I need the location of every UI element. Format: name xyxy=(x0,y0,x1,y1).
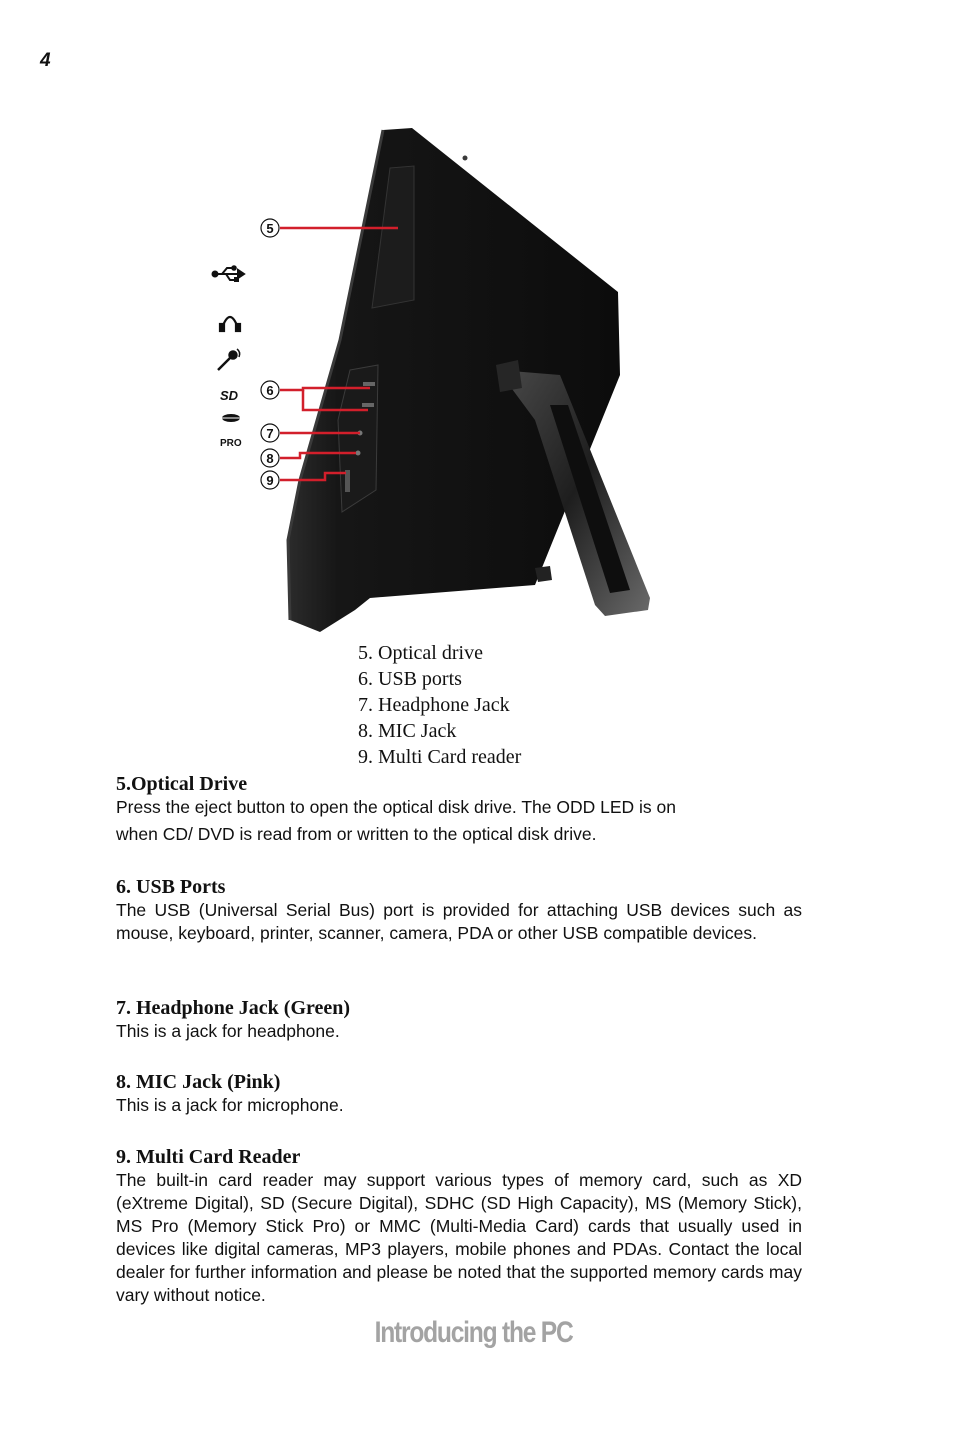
usb-port-shape xyxy=(363,382,375,386)
section-mic-jack xyxy=(116,1070,802,1117)
section-line: when CD/ DVD is read from or written to the optical disk drive. xyxy=(116,824,597,844)
callout-6 xyxy=(261,381,279,399)
svg-text:5: 5 xyxy=(266,221,274,236)
section-heading: 8. MIC Jack (Pink) xyxy=(116,1071,281,1093)
pc-side-view-figure xyxy=(200,120,670,640)
headphone-icon xyxy=(220,317,240,331)
section-body: The USB (Universal Serial Bus) port is provided for attaching USB devices such as mouse, keyboard, printer, scanner, camera, PDA or other USB compatible devices. xyxy=(116,900,802,943)
stand-hinge xyxy=(496,360,522,392)
section-heading: 6. USB Ports xyxy=(116,876,226,898)
svg-text:SD: SD xyxy=(220,388,239,403)
svg-text:9: 9 xyxy=(266,473,274,488)
usb-icon xyxy=(213,266,245,281)
callout-5 xyxy=(261,219,279,237)
callout-8 xyxy=(261,449,279,467)
section-line: Press the eject button to open the optical disk drive. The ODD LED is on xyxy=(116,797,676,817)
section-heading: 9. Multi Card Reader xyxy=(116,1146,301,1168)
stand-foot xyxy=(535,566,552,582)
section-usb-ports xyxy=(116,875,802,945)
section-heading: 5.Optical Drive xyxy=(116,773,248,795)
footer-chapter-title: Introducing the PC xyxy=(374,1316,573,1349)
microphone-icon xyxy=(218,349,240,370)
svg-text:7: 7 xyxy=(266,426,274,441)
legend-item: 9. Multi Card reader xyxy=(358,746,522,768)
section-optical-drive xyxy=(116,772,802,848)
svg-text:6: 6 xyxy=(266,383,274,398)
section-body: The built-in card reader may support various types of memory card, such as XD (eXtreme Digital), SD (Secure Digital), SDHC (SD High Capacity), MS (Memory Stick), MS Pro (Memory Stick Pro) or MMC (Multi-Media Card) cards that usually used in devices like digital cameras, MP3 players, mobile phones and PDAs. Contact the local dealer for further information and please be noted that the supported memory cards may vary without notice. xyxy=(116,1170,802,1305)
usb-port-shape xyxy=(362,403,374,407)
section-body: This is a jack for microphone. xyxy=(116,1095,344,1115)
svg-text:8: 8 xyxy=(266,451,274,466)
section-heading: 7. Headphone Jack (Green) xyxy=(116,997,351,1019)
sd-card-icon xyxy=(220,388,239,403)
memory-stick-icon xyxy=(220,414,242,422)
legend-item: 7. Headphone Jack xyxy=(358,694,510,716)
callout-7 xyxy=(261,424,279,442)
section-headphone-jack xyxy=(116,996,802,1043)
legend-item: 8. MIC Jack xyxy=(358,720,457,742)
legend-item: 5. Optical drive xyxy=(358,642,483,664)
callout-legend xyxy=(358,640,521,770)
monitor-body xyxy=(288,128,620,632)
screw-hole xyxy=(463,156,468,161)
section-multi-card-reader xyxy=(116,1145,802,1307)
section-body: This is a jack for headphone. xyxy=(116,1021,340,1041)
legend-item: 6. USB ports xyxy=(358,668,462,690)
pro-label: PRO xyxy=(220,438,242,449)
page-number: 4 xyxy=(40,50,51,71)
callout-9 xyxy=(261,471,279,489)
mic-port-shape xyxy=(356,451,361,456)
